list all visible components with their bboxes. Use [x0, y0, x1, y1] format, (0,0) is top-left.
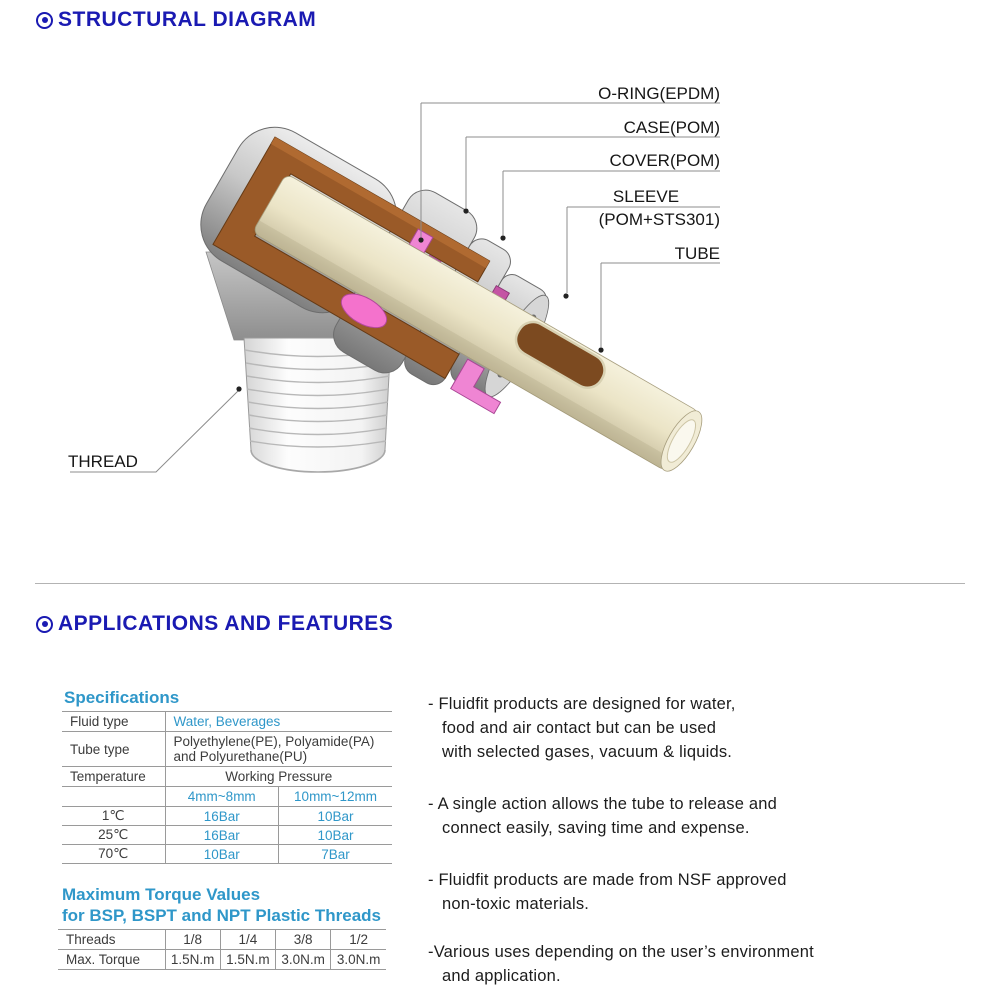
feature-line: connect easily, saving time and expense. — [442, 819, 750, 837]
table-row — [58, 930, 386, 950]
label-cover: COVER(POM) — [609, 151, 720, 170]
size-range-2: 10mm~12mm — [294, 789, 377, 804]
torque-title — [62, 884, 381, 926]
table-row — [58, 950, 386, 970]
feature-line: - A single action allows the tube to release and — [428, 795, 777, 813]
size-range-1: 4mm~8mm — [165, 787, 279, 807]
list-item — [428, 692, 990, 764]
torque-value: 3.0N.m — [276, 950, 331, 970]
structural-title-text: STRUCTURAL DIAGRAM — [58, 8, 317, 31]
label-thread: THREAD — [68, 452, 138, 471]
tube-type-label: Tube type — [62, 732, 165, 767]
label-o-ring: O-RING(EPDM) — [598, 84, 720, 103]
pressure-value: 7Bar — [321, 846, 350, 862]
torque-value: 3.0N.m — [336, 952, 381, 967]
list-item — [428, 940, 990, 988]
temp-value: 25℃ — [62, 826, 165, 845]
table-row — [62, 826, 392, 845]
table-row — [62, 712, 392, 732]
torque-value: 1.5N.m — [220, 950, 275, 970]
table-row — [62, 732, 392, 767]
label-sleeve-line2: (POM+STS301) — [598, 210, 720, 229]
fluid-type-label: Fluid type — [62, 712, 165, 732]
table-row — [62, 787, 392, 807]
table-row — [62, 845, 392, 864]
table-row — [62, 767, 392, 787]
applications-section-title — [36, 612, 393, 636]
torque-title-line1: Maximum Torque Values — [62, 885, 261, 904]
specifications-title: Specifications — [64, 688, 180, 707]
temp-value: 70℃ — [62, 845, 165, 864]
thread-size: 1/2 — [349, 932, 369, 947]
temp-value: 1℃ — [62, 807, 165, 826]
threads-label: Threads — [58, 930, 165, 950]
feature-line: non-toxic materials. — [442, 895, 590, 913]
tube-type-value: Polyethylene(PE), Polyamide(PA) and Polyurethane(PU) — [173, 734, 375, 764]
label-sleeve-line1: SLEEVE — [612, 187, 680, 206]
features-list — [428, 692, 990, 988]
feature-line: and application. — [442, 967, 561, 985]
label-case: CASE(POM) — [623, 118, 720, 137]
torque-title-line2: for BSP, BSPT and NPT Plastic Threads — [62, 906, 381, 925]
feature-line: with selected gases, vacuum & liquids. — [442, 743, 733, 761]
feature-line: food and air contact but can be used — [442, 719, 717, 737]
label-tube: TUBE — [674, 244, 720, 263]
pressure-value: 10Bar — [165, 845, 279, 864]
table-row — [62, 807, 392, 826]
section-divider — [35, 583, 965, 584]
fluid-type-value: Water, Beverages — [173, 714, 281, 729]
thread-size: 1/4 — [220, 930, 275, 950]
working-pressure-label: Working Pressure — [225, 769, 333, 784]
empty-cell — [62, 787, 165, 807]
feature-line: -Various uses depending on the user’s environment — [428, 943, 814, 961]
thread-size: 3/8 — [276, 930, 331, 950]
thread-size: 1/8 — [165, 930, 220, 950]
feature-line: - Fluidfit products are made from NSF approved — [428, 871, 787, 889]
max-torque-label: Max. Torque — [58, 950, 165, 970]
list-item — [428, 868, 990, 916]
list-item — [428, 792, 990, 840]
pressure-value: 10Bar — [317, 827, 354, 843]
pressure-value: 16Bar — [165, 826, 279, 845]
torque-table — [58, 929, 386, 970]
applications-title-text: APPLICATIONS AND FEATURES — [58, 612, 394, 635]
pressure-value: 10Bar — [317, 808, 354, 824]
temperature-label: Temperature — [62, 767, 165, 787]
specifications-table — [62, 711, 392, 864]
circle-dot-icon — [36, 616, 53, 633]
feature-line: - Fluidfit products are designed for water, — [428, 695, 736, 713]
pressure-value: 16Bar — [165, 807, 279, 826]
torque-value: 1.5N.m — [165, 950, 220, 970]
